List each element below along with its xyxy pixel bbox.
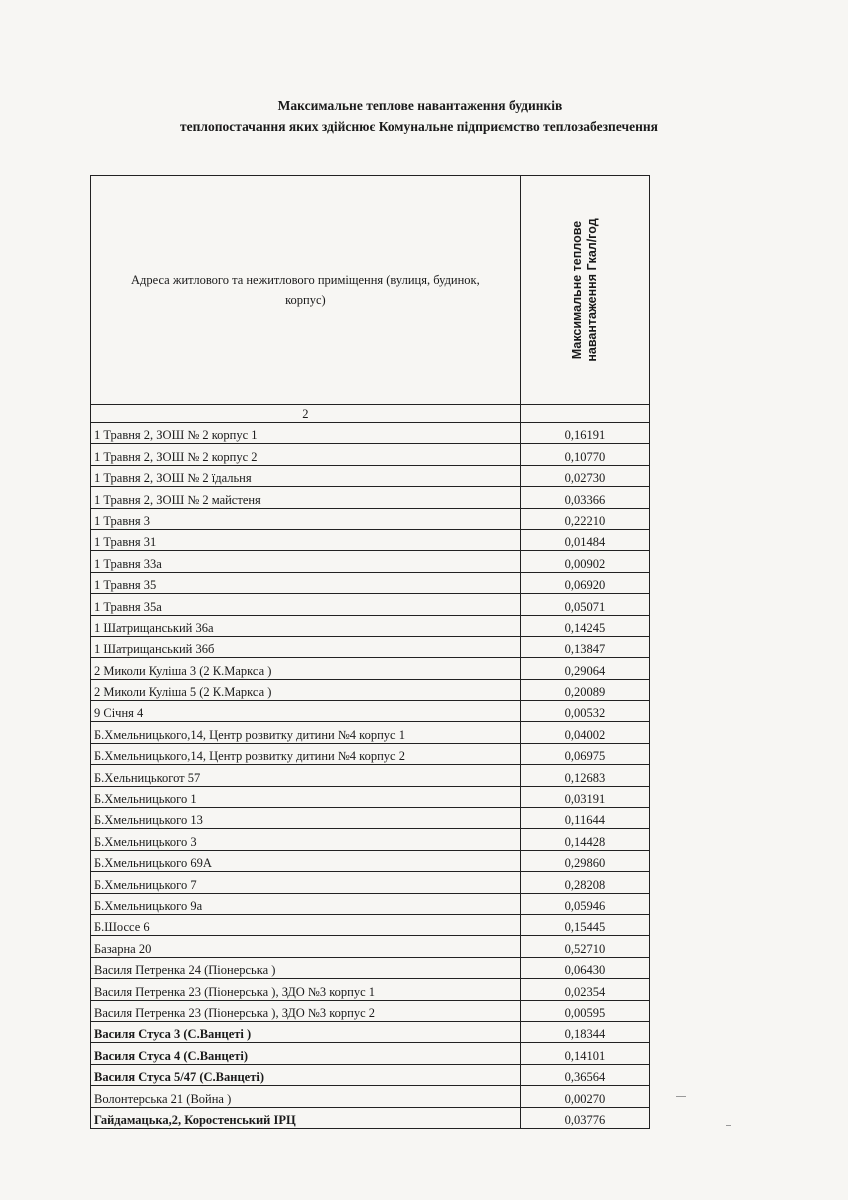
heat-load-table [90,175,650,1129]
row-load: 0,06430 [520,957,649,978]
table-row [91,722,650,743]
row-load: 0,10770 [520,444,649,465]
table-row [91,872,650,893]
row-address: 1 Травня 3 [91,508,521,529]
table-row [91,1043,650,1064]
row-address: Василя Петренка 23 (Піонерська ), ЗДО №3 корпус 2 [91,1000,521,1021]
row-address: Б.Хмельницького 13 [91,808,521,829]
row-load: 0,15445 [520,914,649,935]
row-address: Б.Хмельницького,14, Центр розвитку дитини №4 корпус 1 [91,722,521,743]
table-row [91,1021,650,1042]
row-address: Гайдамацька,2, Коростенський ІРЦ [91,1107,521,1128]
table-row [91,658,650,679]
table-row [91,594,650,615]
document-title-line-1: Максимальне теплове навантаження будинків [277,98,563,113]
row-load: 0,20089 [520,679,649,700]
row-load: 0,11644 [520,808,649,829]
row-load: 0,14101 [520,1043,649,1064]
table-row [91,743,650,764]
row-address: Б.Хмельницького 7 [91,872,521,893]
table-row [91,1064,650,1085]
table-row [91,636,650,657]
row-address: 2 Миколи Куліша 3 (2 К.Маркса ) [91,658,521,679]
row-address: 1 Травня 2, ЗОШ № 2 їдальня [91,465,521,486]
row-load: 0,28208 [520,872,649,893]
row-load: 0,13847 [520,636,649,657]
scan-mark [676,1096,686,1097]
row-address: 1 Травня 2, ЗОШ № 2 корпус 1 [91,423,521,444]
row-load: 0,03191 [520,786,649,807]
table-row [91,936,650,957]
table-row [91,850,650,871]
row-address: Василя Петренка 23 (Піонерська ), ЗДО №3 корпус 1 [91,979,521,1000]
table-row [91,829,650,850]
row-load: 0,05946 [520,893,649,914]
table-row [91,1000,650,1021]
row-address: 1 Травня 2, ЗОШ № 2 майстеня [91,487,521,508]
row-address: Базарна 20 [91,936,521,957]
table-row [91,765,650,786]
row-address: 1 Шатрищанський 36б [91,636,521,657]
row-load: 0,02354 [520,979,649,1000]
row-load: 0,16191 [520,423,649,444]
row-load: 0,00595 [520,1000,649,1021]
table-header-row [91,176,650,405]
row-address: 1 Травня 33а [91,551,521,572]
row-load: 0,06920 [520,572,649,593]
table-row [91,679,650,700]
row-address: 1 Шатрищанський 36а [91,615,521,636]
row-load: 0,14428 [520,829,649,850]
row-load: 0,52710 [520,936,649,957]
table-row [91,786,650,807]
row-load: 0,18344 [520,1021,649,1042]
table-row [91,508,650,529]
table-row [91,893,650,914]
row-address: 1 Травня 2, ЗОШ № 2 корпус 2 [91,444,521,465]
row-load: 0,02730 [520,465,649,486]
row-address: Василя Стуса 3 (С.Ванцеті ) [91,1021,521,1042]
table-row [91,701,650,722]
row-load: 0,05071 [520,594,649,615]
table-row [91,423,650,444]
row-load: 0,36564 [520,1064,649,1085]
row-address: 1 Травня 35 [91,572,521,593]
header-load: Максимальне теплове навантаження Гкал/год [569,218,599,362]
row-load: 0,06975 [520,743,649,764]
column-number-row [91,405,650,423]
document-title-line-2: теплопостачання яких здійснює Комунальне підприємство теплозабезпечення [180,119,658,134]
row-load: 0,22210 [520,508,649,529]
table-row [91,615,650,636]
header-address: Адреса житлового та нежитлового приміщення (вулиця, будинок, корпус) [91,176,521,405]
column-number-load [520,405,649,423]
table-row [91,808,650,829]
row-address: Б.Хмельницького 9а [91,893,521,914]
row-address: 1 Травня 35а [91,594,521,615]
row-load: 0,00902 [520,551,649,572]
row-address: Б.Хмельницького,14, Центр розвитку дитини №4 корпус 2 [91,743,521,764]
row-address: Б.Хмельницького 69А [91,850,521,871]
row-address: 9 Січня 4 [91,701,521,722]
table-row [91,572,650,593]
row-address: Василя Петренка 24 (Піонерська ) [91,957,521,978]
row-address: Волонтерська 21 (Война ) [91,1086,521,1107]
row-address: Василя Стуса 4 (С.Ванцеті) [91,1043,521,1064]
row-load: 0,04002 [520,722,649,743]
table-row [91,957,650,978]
row-load: 0,14245 [520,615,649,636]
row-address: Б.Шоссе 6 [91,914,521,935]
table-row [91,1086,650,1107]
scan-mark [726,1125,731,1126]
table-row [91,444,650,465]
table-row [91,1107,650,1128]
row-address: Б.Хмельницького 3 [91,829,521,850]
row-load: 0,00270 [520,1086,649,1107]
row-address: 2 Миколи Куліша 5 (2 К.Маркса ) [91,679,521,700]
row-address: Б.Хельницькогот 57 [91,765,521,786]
row-load: 0,03776 [520,1107,649,1128]
row-load: 0,29064 [520,658,649,679]
table-row [91,529,650,550]
row-load: 0,01484 [520,529,649,550]
row-load: 0,12683 [520,765,649,786]
table-row [91,465,650,486]
column-number-address: 2 [91,405,521,423]
row-load: 0,29860 [520,850,649,871]
row-load: 0,03366 [520,487,649,508]
table-row [91,487,650,508]
header-load-cell [520,176,649,405]
row-address: 1 Травня 31 [91,529,521,550]
row-address: Василя Стуса 5/47 (С.Ванцеті) [91,1064,521,1085]
table-row [91,914,650,935]
row-address: Б.Хмельницького 1 [91,786,521,807]
table-row [91,979,650,1000]
table-row [91,551,650,572]
row-load: 0,00532 [520,701,649,722]
